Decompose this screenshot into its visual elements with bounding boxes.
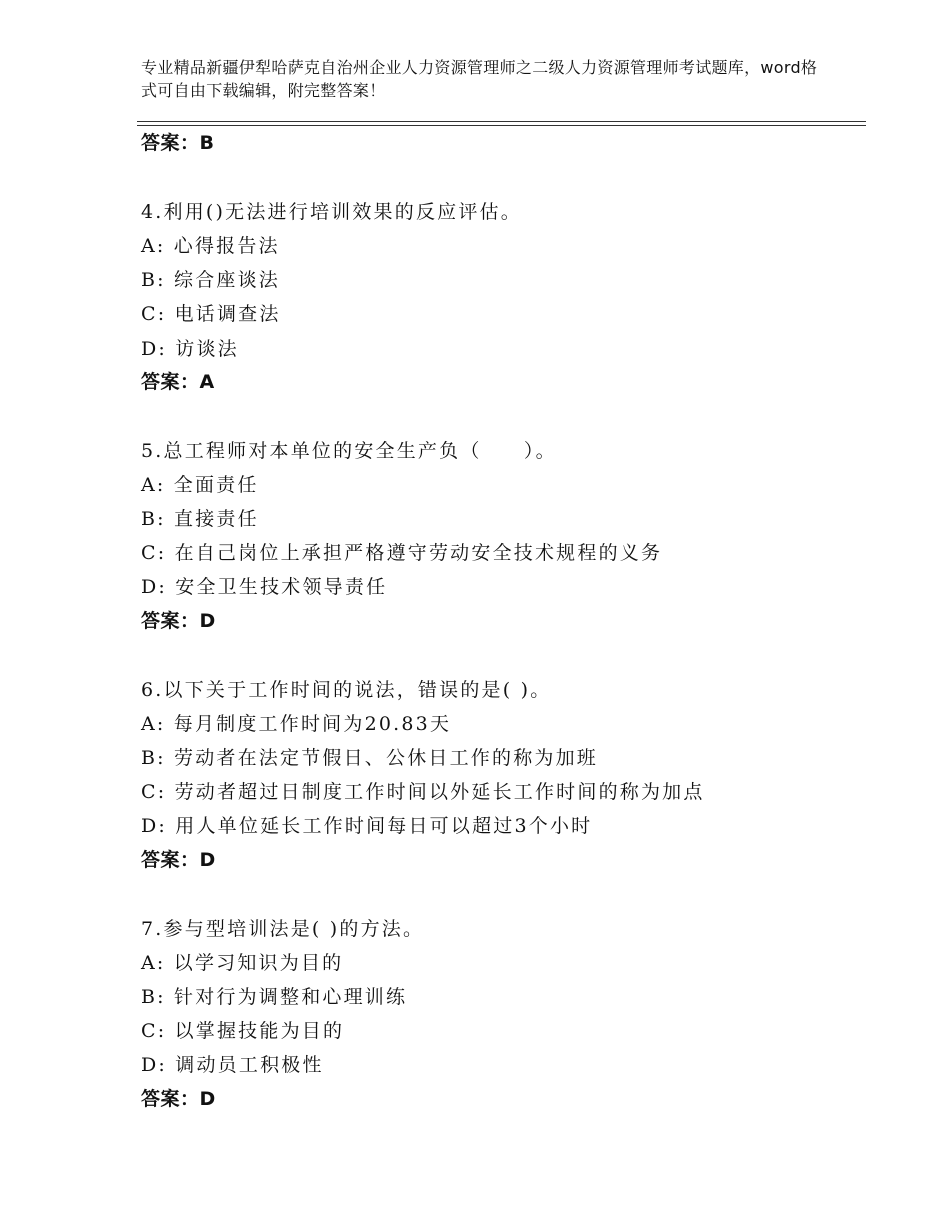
question-5-option-b: B: 直接责任 <box>141 508 259 530</box>
question-6-option-d: D: 用人单位延长工作时间每日可以超过3个小时 <box>141 815 593 837</box>
question-5-answer: 答案：D <box>141 610 216 632</box>
question-6-answer: 答案：D <box>141 849 216 871</box>
question-5-text: 5.总工程师对本单位的安全生产负（ ）。 <box>141 440 557 462</box>
question-4-option-d: D: 访谈法 <box>141 338 239 360</box>
question-7-option-c: C: 以掌握技能为目的 <box>141 1020 345 1042</box>
question-6-option-a: A: 每月制度工作时间为20.83天 <box>141 713 452 735</box>
header-divider-top <box>137 121 866 122</box>
question-7-option-a: A: 以学习知识为目的 <box>141 952 344 974</box>
question-7-answer: 答案：D <box>141 1088 216 1110</box>
question-5-option-c: C: 在自己岗位上承担严格遵守劳动安全技术规程的义务 <box>141 542 663 564</box>
question-4-text: 4.利用()无法进行培训效果的反应评估。 <box>141 201 522 223</box>
question-4-option-a: A: 心得报告法 <box>141 235 280 257</box>
question-7-option-b: B: 针对行为调整和心理训练 <box>141 986 408 1008</box>
question-4-option-b: B: 综合座谈法 <box>141 269 281 291</box>
question-6-text: 6.以下关于工作时间的说法，错误的是( )。 <box>141 679 552 701</box>
answer-line: 答案：B <box>141 132 215 154</box>
header-divider-bottom <box>137 125 866 126</box>
question-5-option-a: A: 全面责任 <box>141 474 259 496</box>
question-7-text: 7.参与型培训法是( )的方法。 <box>141 918 425 940</box>
question-6-option-c: C: 劳动者超过日制度工作时间以外延长工作时间的称为加点 <box>141 781 705 803</box>
question-4-option-c: C: 电话调查法 <box>141 303 281 325</box>
question-4-answer: 答案：A <box>141 371 215 393</box>
document-header: 专业精品新疆伊犁哈萨克自治州企业人力资源管理师之二级人力资源管理师考试题库，word格式可自由下载编辑，附完整答案！ <box>141 58 818 100</box>
question-5-option-d: D: 安全卫生技术领导责任 <box>141 576 388 598</box>
question-7-option-d: D: 调动员工积极性 <box>141 1054 324 1076</box>
question-6-option-b: B: 劳动者在法定节假日、公休日工作的称为加班 <box>141 747 599 769</box>
